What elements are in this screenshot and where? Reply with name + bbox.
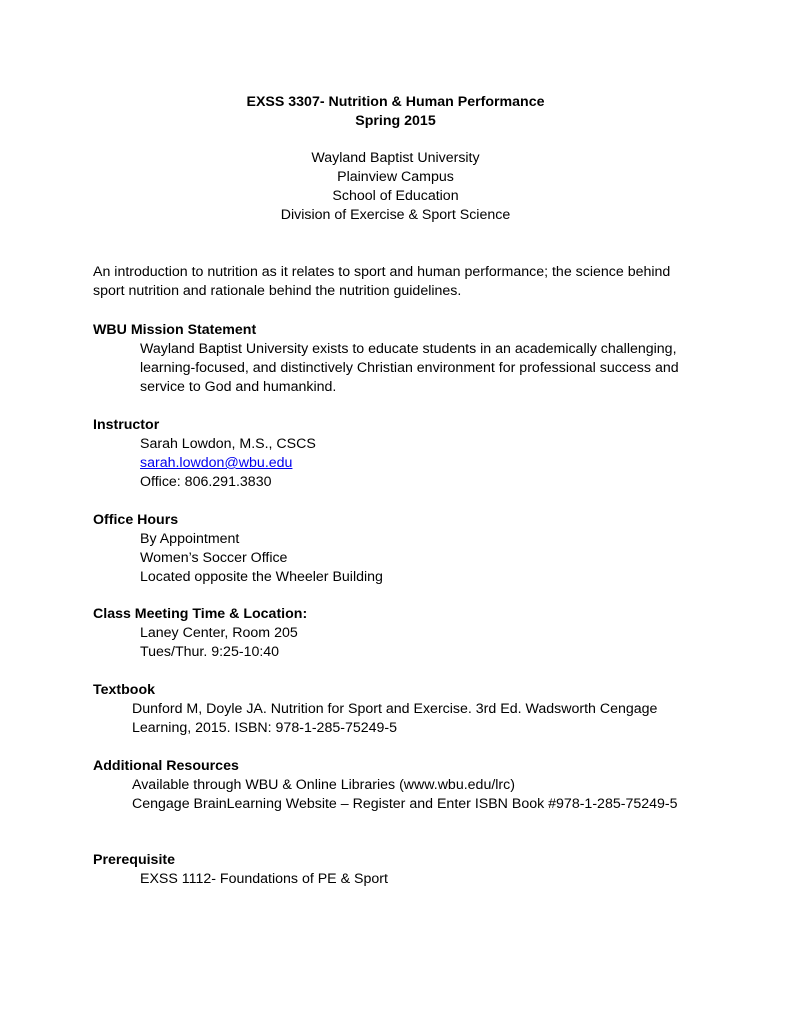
class-meeting-details xyxy=(140,624,693,662)
textbook-heading: Textbook xyxy=(93,682,156,698)
instructor-heading: Instructor xyxy=(93,417,160,433)
mission-line-2: learning-focused, and distinctively Christian environment for professional success and xyxy=(140,360,679,376)
mission-line-1: Wayland Baptist University exists to educate students in an academically challenging, xyxy=(140,341,677,357)
instructor-office-phone: Office: 806.291.3830 xyxy=(140,474,272,490)
division-name: Division of Exercise & Sport Science xyxy=(280,207,511,223)
office-hours-line-3: Located opposite the Wheeler Building xyxy=(140,569,383,585)
mission-heading: WBU Mission Statement xyxy=(93,322,257,338)
textbook-line-2: Learning, 2015. ISBN: 978-1-285-75249-5 xyxy=(132,720,398,736)
textbook-section xyxy=(93,681,693,738)
mission-section xyxy=(93,321,693,397)
resources-line-2: Cengage BrainLearning Website – Register and Enter ISBN Book #978-1-285-75249-5 xyxy=(132,796,678,812)
office-hours-details xyxy=(140,530,693,587)
instructor-details xyxy=(140,435,693,492)
class-location: Laney Center, Room 205 xyxy=(140,625,298,641)
resources-section xyxy=(93,757,693,814)
resources-details xyxy=(132,776,693,814)
textbook-details xyxy=(132,700,693,738)
course-term: Spring 2015 xyxy=(355,113,436,129)
mission-text xyxy=(140,340,680,397)
course-title-block xyxy=(0,93,791,131)
course-description xyxy=(93,263,693,301)
instructor-section xyxy=(93,416,693,492)
office-hours-heading: Office Hours xyxy=(93,512,179,528)
mission-line-3: service to God and humankind. xyxy=(140,379,337,395)
class-meeting-heading: Class Meeting Time & Location: xyxy=(93,606,308,622)
instructor-email-link[interactable]: sarah.lowdon@wbu.edu xyxy=(140,455,293,471)
university-block xyxy=(0,149,791,225)
office-hours-line-1: By Appointment xyxy=(140,531,240,547)
prerequisite-details xyxy=(140,870,693,889)
office-hours-section xyxy=(93,511,693,587)
prerequisite-course: EXSS 1112- Foundations of PE & Sport xyxy=(140,871,388,887)
description-line-2: sport nutrition and rationale behind the nutrition guidelines. xyxy=(93,283,462,299)
class-meeting-section xyxy=(93,605,693,662)
campus-name: Plainview Campus xyxy=(337,169,454,185)
textbook-line-1: Dunford M, Doyle JA. Nutrition for Sport and Exercise. 3rd Ed. Wadsworth Cengage xyxy=(132,701,658,717)
prerequisite-heading: Prerequisite xyxy=(93,852,176,868)
office-hours-line-2: Women’s Soccer Office xyxy=(140,550,288,566)
description-line-1: An introduction to nutrition as it relates to sport and human performance; the science behind xyxy=(93,264,671,280)
resources-line-1: Available through WBU & Online Libraries (www.wbu.edu/lrc) xyxy=(132,777,515,793)
instructor-name: Sarah Lowdon, M.S., CSCS xyxy=(140,436,316,452)
course-title: EXSS 3307- Nutrition & Human Performance xyxy=(246,94,545,110)
school-name: School of Education xyxy=(332,188,459,204)
class-time: Tues/Thur. 9:25-10:40 xyxy=(140,644,280,660)
prerequisite-section xyxy=(93,851,693,889)
university-name: Wayland Baptist University xyxy=(311,150,480,166)
resources-heading: Additional Resources xyxy=(93,758,239,774)
